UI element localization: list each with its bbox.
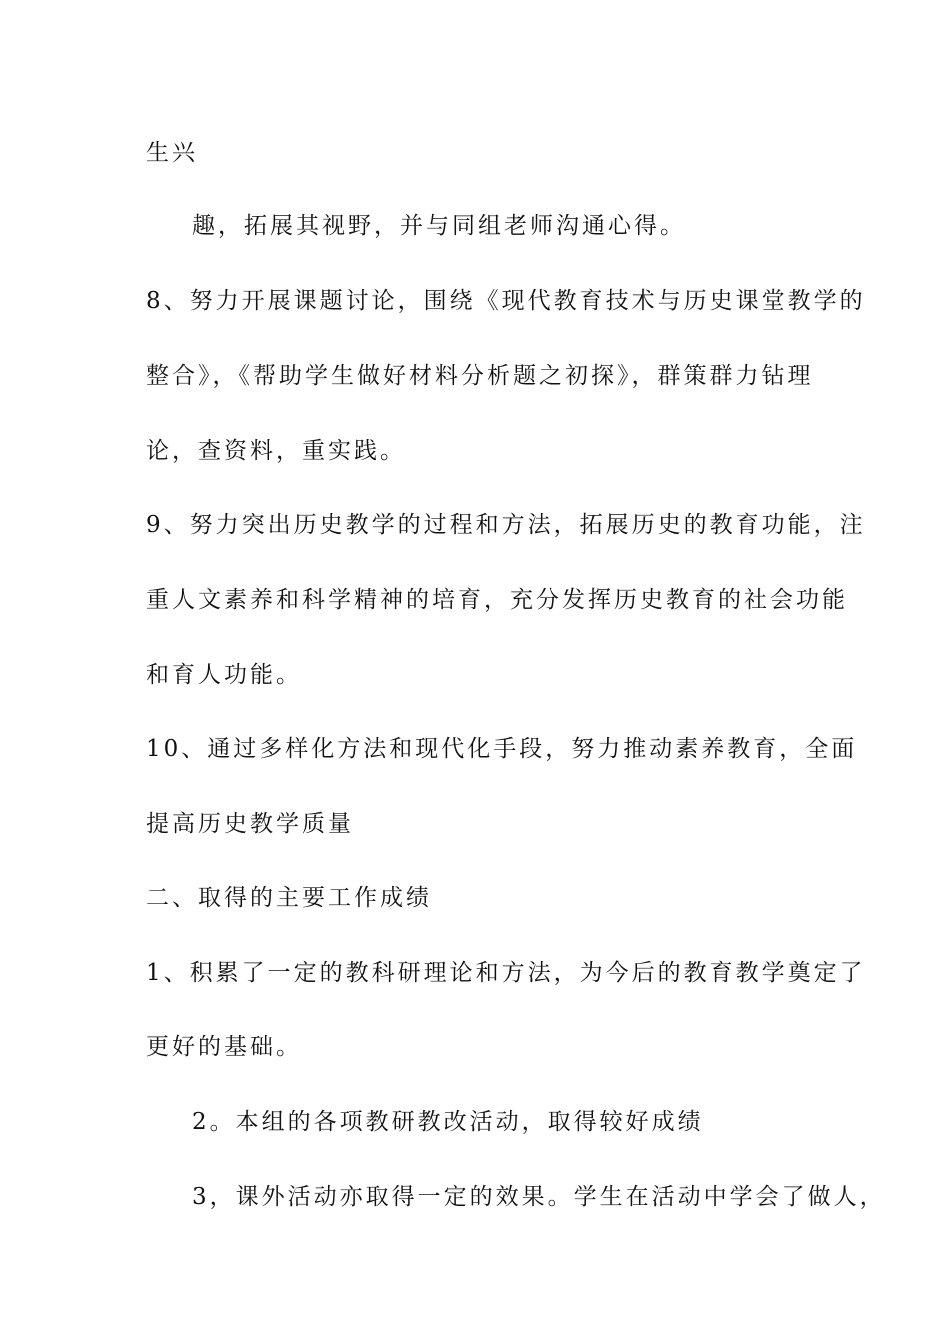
achievement-3-line-1: 3，课外活动亦取得一定的效果。学生在活动中学会了做人，: [192, 1184, 886, 1210]
achievement-1-line-1: 1、积累了一定的教科研理论和方法，为今后的教育教学奠定了: [146, 960, 866, 986]
item-8-line-2: 整合》，《帮助学生做好材料分析题之初探》，群策群力钻理: [146, 363, 814, 389]
item-10-line-1: 10、通过多样化方法和现代化手段，努力推动素养教育，全面: [146, 736, 858, 762]
achievement-1-line-2: 更好的基础。: [146, 1034, 302, 1060]
text-line-2: 趣，拓展其视野，并与同组老师沟通心得。: [192, 213, 686, 239]
achievement-2: 2。本组的各项教研教改活动，取得较好成绩: [192, 1109, 704, 1135]
item-9-line-3: 和育人功能。: [146, 662, 302, 688]
item-9-line-2: 重人文素养和科学精神的培育，充分发挥历史教育的社会功能: [146, 587, 848, 613]
section-heading: 二、取得的主要工作成绩: [146, 885, 432, 911]
item-8-line-3: 论，查资料，重实践。: [146, 438, 406, 464]
item-9-line-1: 9、努力突出历史教学的过程和方法，拓展历史的教育功能，注: [146, 512, 866, 538]
text-line-1: 生兴: [146, 140, 198, 166]
item-8-line-1: 8、努力开展课题讨论，围绕《现代教育技术与历史课堂教学的: [146, 288, 866, 314]
item-10-line-2: 提高历史教学质量: [146, 811, 354, 837]
